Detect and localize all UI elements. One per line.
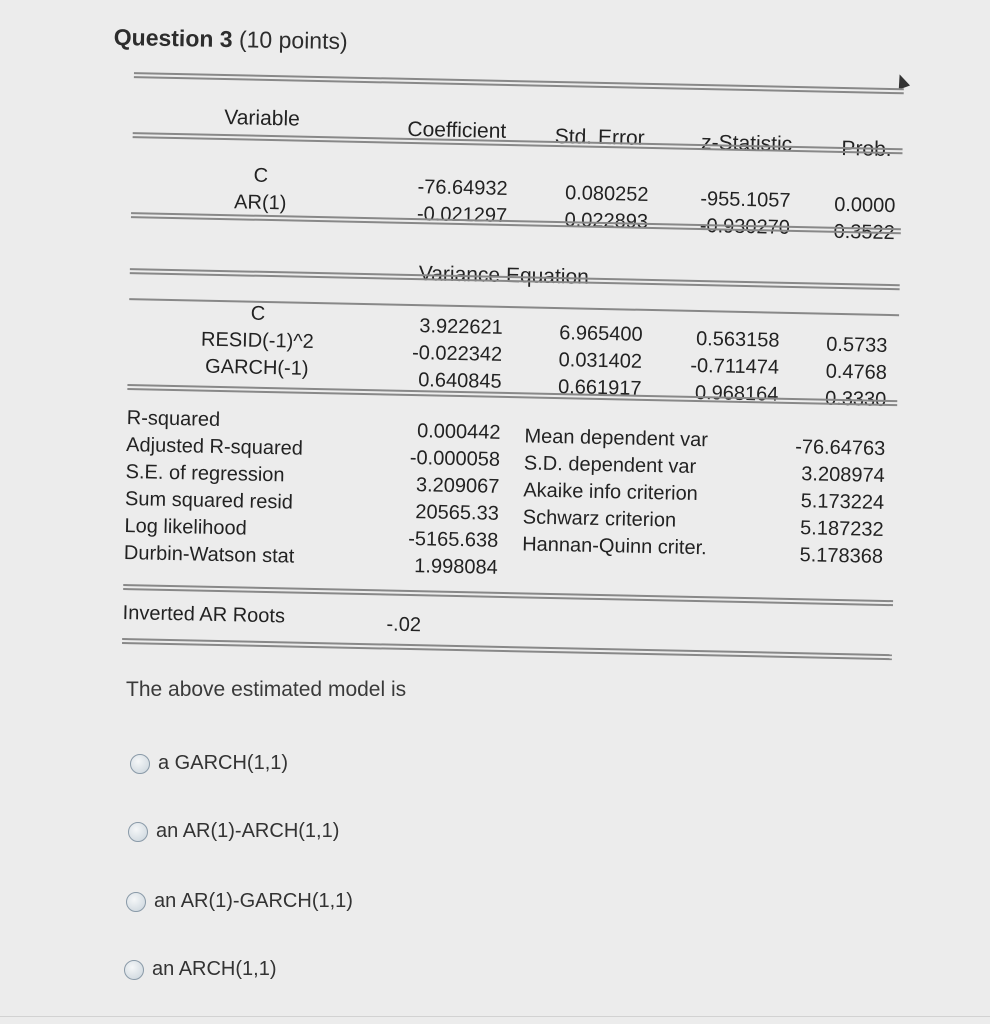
row-coefficient: 0.640845 xyxy=(417,369,502,393)
row-std-error: 0.022893 xyxy=(564,209,649,233)
divider xyxy=(0,1016,990,1017)
radio-button-icon[interactable] xyxy=(124,960,144,980)
stats-labels-right xyxy=(522,423,745,563)
row-coefficient: -76.64932 xyxy=(417,176,508,200)
stat-value: 5.173224 xyxy=(800,490,885,514)
header-prob: Prob. xyxy=(841,136,892,162)
stat-label: Adjusted R-squared xyxy=(125,434,304,460)
option-garch-1-1[interactable] xyxy=(130,752,288,775)
variance-coefficients xyxy=(391,313,503,396)
variance-equation-title: Variance Equation xyxy=(418,262,590,289)
divider xyxy=(134,72,904,94)
radio-button-icon[interactable] xyxy=(126,892,146,912)
option-arch-1-1[interactable] xyxy=(124,958,277,981)
question-title xyxy=(114,24,348,55)
row-z-statistic: -0.930270 xyxy=(699,215,791,239)
header-coefficient: Coefficient xyxy=(407,117,507,143)
question-prompt: The above estimated model is xyxy=(126,678,407,701)
header-z-statistic: z-Statistic xyxy=(700,131,793,156)
stat-value: 0.000442 xyxy=(416,420,501,444)
row-std-error: 6.965400 xyxy=(558,322,643,346)
row-variable: C xyxy=(250,302,266,325)
row-prob: 0.0000 xyxy=(833,193,896,218)
row-std-error: 0.031402 xyxy=(558,349,643,373)
stat-label: S.D. dependent var xyxy=(523,452,697,478)
stat-value: 3.209067 xyxy=(415,474,500,498)
option-ar1-arch-1-1[interactable] xyxy=(128,820,339,843)
stat-label: Schwarz criterion xyxy=(522,506,677,532)
option-label: a GARCH(1,1) xyxy=(158,752,289,774)
stats-labels-left xyxy=(124,405,367,572)
stat-value: -5165.638 xyxy=(407,527,499,552)
question-number: Question 3 xyxy=(113,24,233,53)
stat-value: 5.178368 xyxy=(799,544,884,568)
divider xyxy=(122,638,892,660)
row-prob: 0.3522 xyxy=(833,220,896,245)
row-std-error: 0.080252 xyxy=(564,182,649,206)
row-variable: C xyxy=(253,164,269,187)
row-variable: RESID(-1)^2 xyxy=(200,328,314,353)
stat-value: 1.998084 xyxy=(414,555,498,579)
radio-button-icon[interactable] xyxy=(128,822,148,842)
row-prob: 0.5733 xyxy=(826,333,888,357)
mean-z-statistics xyxy=(680,186,791,242)
row-variable: AR(1) xyxy=(233,191,287,215)
row-prob: 0.4768 xyxy=(825,360,888,384)
stat-value: 5.187232 xyxy=(799,517,884,541)
row-coefficient: 3.922621 xyxy=(419,315,503,339)
stats-values-right xyxy=(778,434,886,571)
row-variable: GARCH(-1) xyxy=(204,355,309,380)
stat-label: Hannan-Quinn criter. xyxy=(521,533,707,560)
row-z-statistic: -0.711474 xyxy=(690,354,780,379)
row-prob: 0.3330 xyxy=(824,387,887,411)
header-std-error: Std. Error xyxy=(554,124,645,150)
stat-label: S.E. of regression xyxy=(125,461,285,487)
stat-label: R-squared xyxy=(126,407,221,432)
stat-value: -76.64763 xyxy=(794,436,886,460)
row-z-statistic: 0.968164 xyxy=(694,381,779,406)
header-variable: Variable xyxy=(224,106,301,131)
divider xyxy=(127,384,897,406)
stat-label: Durbin-Watson stat xyxy=(123,542,295,568)
inverted-ar-roots-label: Inverted AR Roots xyxy=(122,602,286,628)
row-z-statistic: 0.563158 xyxy=(695,327,780,352)
stat-label: Log likelihood xyxy=(124,515,248,540)
mean-probs xyxy=(815,191,896,247)
row-coefficient: -0.022342 xyxy=(411,342,503,366)
variance-variables xyxy=(182,299,334,383)
row-z-statistic: -955.1057 xyxy=(700,188,791,212)
variance-std-errors xyxy=(531,320,643,403)
regression-output xyxy=(116,72,910,676)
stats-values-left xyxy=(387,418,500,582)
stat-value: 20565.33 xyxy=(415,501,500,525)
stat-value: -0.000058 xyxy=(409,446,501,471)
option-label: an ARCH(1,1) xyxy=(152,958,277,980)
inverted-ar-roots-value: -.02 xyxy=(386,613,422,637)
stat-label: Sum squared resid xyxy=(124,488,294,514)
option-label: an AR(1)-ARCH(1,1) xyxy=(156,820,340,842)
option-label: an AR(1)-GARCH(1,1) xyxy=(154,890,353,912)
mean-variables xyxy=(195,161,326,218)
row-std-error: 0.661917 xyxy=(557,376,642,400)
radio-button-icon[interactable] xyxy=(130,754,150,774)
mouse-cursor-icon xyxy=(894,72,910,89)
option-ar1-garch-1-1[interactable] xyxy=(126,890,353,913)
question-points: (10 points) xyxy=(238,26,348,55)
row-coefficient: -0.021297 xyxy=(416,203,508,227)
stat-value: 3.208974 xyxy=(801,463,885,487)
stat-label: Mean dependent var xyxy=(524,425,709,452)
stat-label: Akaike info criterion xyxy=(523,479,699,506)
